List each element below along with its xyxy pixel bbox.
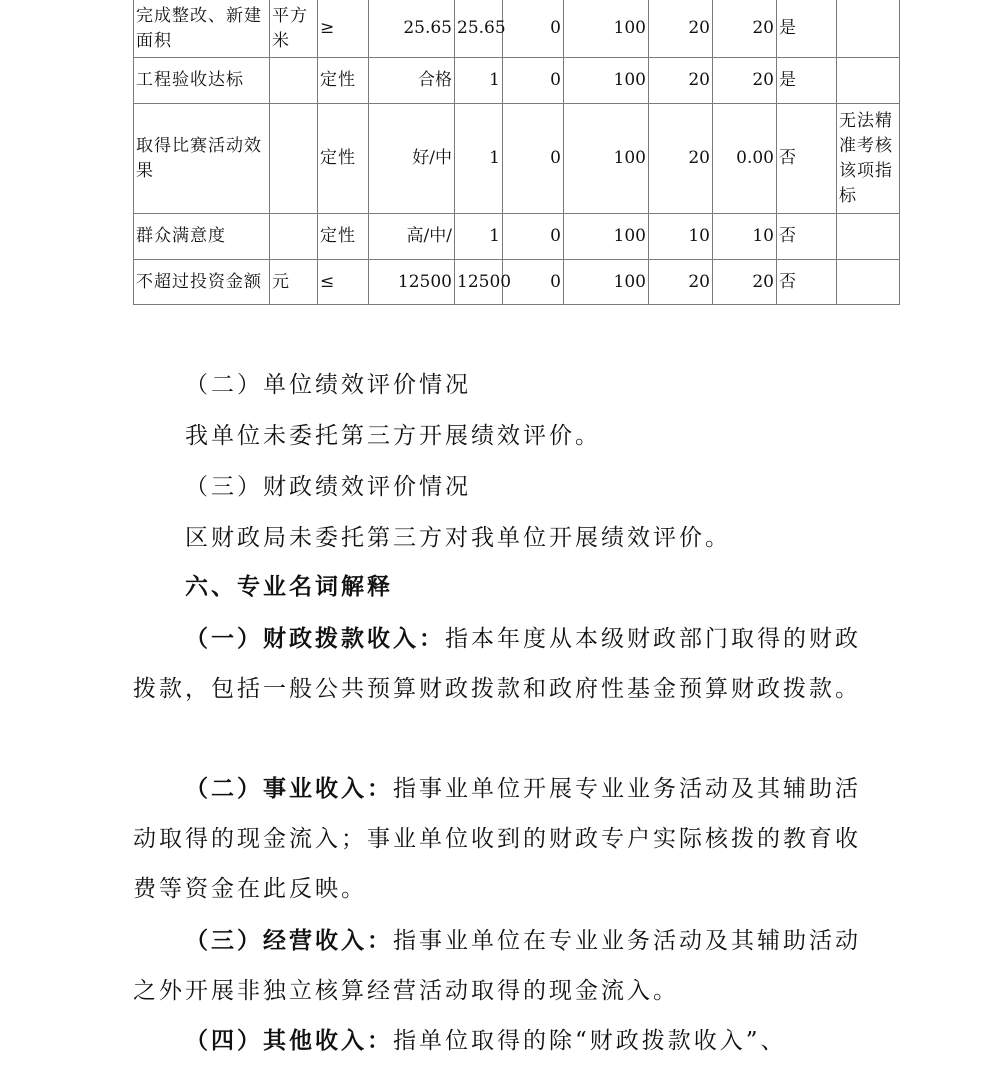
unit-eval-heading: （二）单位绩效评价情况 bbox=[185, 372, 471, 398]
term-label: （三）经营收入： bbox=[185, 927, 393, 954]
indicator-met: 否 bbox=[777, 104, 837, 214]
indicator-col6: 100 bbox=[564, 58, 649, 104]
indicator-actual: 1 bbox=[455, 104, 503, 214]
indicator-col6: 100 bbox=[564, 260, 649, 305]
indicator-score: 0.00 bbox=[713, 104, 777, 214]
indicator-target: 合格 bbox=[369, 58, 455, 104]
indicator-unit bbox=[270, 104, 318, 214]
indicator-score: 20 bbox=[713, 0, 777, 58]
indicator-weight: 20 bbox=[649, 104, 713, 214]
indicator-col5: 0 bbox=[503, 214, 564, 260]
indicator-name: 完成整改、新建面积 bbox=[134, 0, 270, 58]
indicator-weight: 20 bbox=[649, 58, 713, 104]
table-row bbox=[134, 104, 900, 214]
table-row bbox=[134, 58, 900, 104]
finance-eval-heading: （三）财政绩效评价情况 bbox=[185, 474, 471, 500]
indicator-weight: 20 bbox=[649, 0, 713, 58]
indicator-operator: 定性 bbox=[318, 214, 369, 260]
term-label: （四）其他收入： bbox=[185, 1027, 393, 1054]
indicator-note bbox=[837, 260, 900, 305]
term-financial-allocation bbox=[133, 614, 878, 714]
indicator-operator: 定性 bbox=[318, 58, 369, 104]
finance-eval-text: 区财政局未委托第三方对我单位开展绩效评价。 bbox=[185, 525, 731, 551]
indicator-target: 高/中/ bbox=[369, 214, 455, 260]
indicator-name: 工程验收达标 bbox=[134, 58, 270, 104]
indicator-note: 无法精准考核该项指标 bbox=[837, 104, 900, 214]
term-business-income bbox=[133, 764, 878, 914]
performance-indicator-table bbox=[133, 0, 900, 305]
term-text: 指事业单位在专业业务活动及其辅助活动之外开展非独立核算经营活动取得的现金流入。 bbox=[133, 928, 861, 1004]
indicator-unit bbox=[270, 58, 318, 104]
indicator-col6: 100 bbox=[564, 214, 649, 260]
indicator-actual: 1 bbox=[455, 214, 503, 260]
indicator-met: 否 bbox=[777, 260, 837, 305]
term-text: 指单位取得的除“财政拨款收入”、 bbox=[393, 1028, 787, 1054]
term-text: 指本年度从本级财政部门取得的财政拨款，包括一般公共预算财政拨款和政府性基金预算财政拨款。 bbox=[133, 626, 861, 702]
term-text: 指事业单位开展专业业务活动及其辅助活动取得的现金流入；事业单位收到的财政专户实际核拨的教育收费等资金在此反映。 bbox=[133, 776, 861, 902]
indicator-col5: 0 bbox=[503, 0, 564, 58]
indicator-note bbox=[837, 58, 900, 104]
indicator-target: 12500 bbox=[369, 260, 455, 305]
indicator-met: 是 bbox=[777, 58, 837, 104]
indicator-target: 25.65 bbox=[369, 0, 455, 58]
indicator-unit: 平方米 bbox=[270, 0, 318, 58]
indicator-actual: 12500 bbox=[455, 260, 503, 305]
term-label: （一）财政拨款收入： bbox=[185, 625, 445, 652]
term-label: （二）事业收入： bbox=[185, 775, 393, 802]
indicator-col5: 0 bbox=[503, 104, 564, 214]
unit-eval-text: 我单位未委托第三方开展绩效评价。 bbox=[185, 423, 601, 449]
indicator-operator: ≤ bbox=[318, 260, 369, 305]
table-row bbox=[134, 260, 900, 305]
indicator-unit bbox=[270, 214, 318, 260]
indicator-score: 10 bbox=[713, 214, 777, 260]
indicator-met: 是 bbox=[777, 0, 837, 58]
indicator-name: 取得比赛活动效果 bbox=[134, 104, 270, 214]
indicator-score: 20 bbox=[713, 260, 777, 305]
table-row bbox=[134, 214, 900, 260]
terms-heading: 六、专业名词解释 bbox=[185, 573, 393, 600]
indicator-score: 20 bbox=[713, 58, 777, 104]
term-operating-income bbox=[133, 916, 878, 1016]
indicator-name: 不超过投资金额 bbox=[134, 260, 270, 305]
indicator-weight: 20 bbox=[649, 260, 713, 305]
indicator-note bbox=[837, 214, 900, 260]
indicator-weight: 10 bbox=[649, 214, 713, 260]
indicator-operator: 定性 bbox=[318, 104, 369, 214]
indicator-col5: 0 bbox=[503, 260, 564, 305]
indicator-actual: 1 bbox=[455, 58, 503, 104]
term-other-income bbox=[133, 1016, 878, 1066]
indicator-unit: 元 bbox=[270, 260, 318, 305]
indicator-actual: 25.65 bbox=[455, 0, 503, 58]
indicator-name: 群众满意度 bbox=[134, 214, 270, 260]
indicator-met: 否 bbox=[777, 214, 837, 260]
indicator-operator: ≥ bbox=[318, 0, 369, 58]
table-row bbox=[134, 0, 900, 58]
indicator-col5: 0 bbox=[503, 58, 564, 104]
indicator-col6: 100 bbox=[564, 104, 649, 214]
indicator-note bbox=[837, 0, 900, 58]
indicator-col6: 100 bbox=[564, 0, 649, 58]
indicator-target: 好/中 bbox=[369, 104, 455, 214]
